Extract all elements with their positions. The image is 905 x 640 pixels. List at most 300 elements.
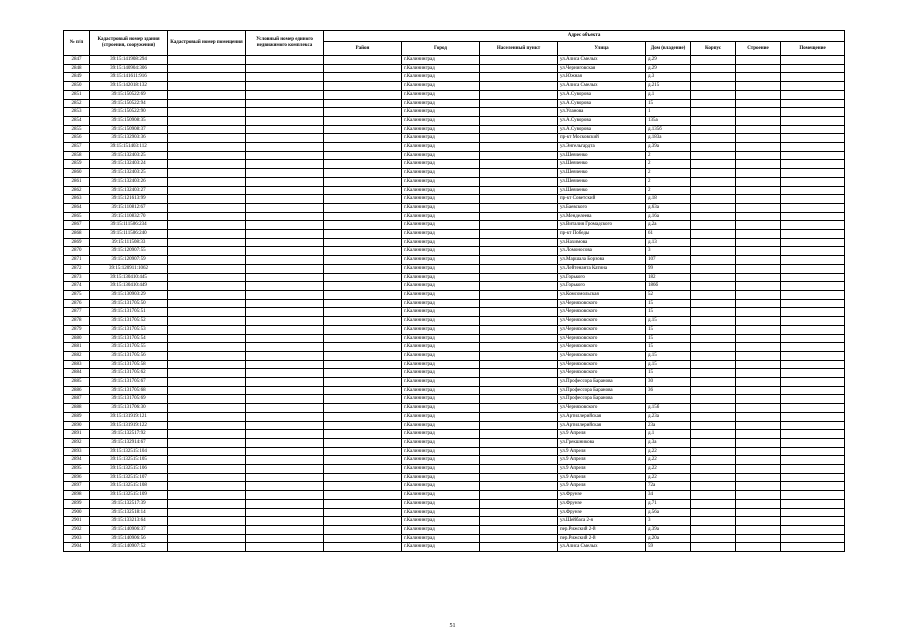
header-num: № п/п — [64, 31, 90, 56]
table-cell — [736, 230, 781, 239]
table-cell: 36 — [646, 386, 691, 395]
table-cell — [168, 421, 246, 430]
table-cell — [691, 134, 736, 143]
table-cell — [480, 143, 558, 152]
table-body — [64, 56, 845, 552]
table-cell: д.3 — [646, 73, 691, 82]
table-cell: 39:15:132515:106 — [90, 465, 168, 474]
table-cell — [781, 438, 845, 447]
table-cell: г.Калининград — [402, 508, 480, 517]
table-cell — [168, 151, 246, 160]
table-cell: 2877 — [64, 308, 90, 317]
table-cell — [781, 491, 845, 500]
table-cell — [168, 186, 246, 195]
table-cell: ул.Горького — [558, 273, 646, 282]
table-cell: г.Калининград — [402, 430, 480, 439]
table-cell: 2889 — [64, 412, 90, 421]
table-cell: 39:15:131706:30 — [90, 404, 168, 413]
table-cell — [736, 508, 781, 517]
table-cell — [781, 238, 845, 247]
table-row — [64, 264, 845, 273]
table-row — [64, 56, 845, 65]
table-cell — [736, 317, 781, 326]
table-cell — [480, 525, 558, 534]
table-cell: 2858 — [64, 151, 90, 160]
table-cell: 39:15:140906:37 — [90, 525, 168, 534]
table-cell: 15 — [646, 308, 691, 317]
table-cell: 39:15:140904:306 — [90, 64, 168, 73]
table-cell — [246, 473, 324, 482]
table-cell — [324, 64, 402, 73]
page-number: 51 — [449, 623, 456, 629]
table-row — [64, 351, 845, 360]
table-row — [64, 482, 845, 491]
table-cell: 39:15:132515:108 — [90, 482, 168, 491]
table-cell: г.Калининград — [402, 421, 480, 430]
table-cell — [324, 447, 402, 456]
table-cell — [246, 64, 324, 73]
table-cell — [246, 317, 324, 326]
table-cell — [480, 534, 558, 543]
table-cell — [691, 369, 736, 378]
table-cell — [168, 73, 246, 82]
table-cell — [736, 195, 781, 204]
table-cell: 59 — [646, 543, 691, 552]
table-cell — [781, 273, 845, 282]
table-cell — [781, 143, 845, 152]
table-cell — [781, 282, 845, 291]
table-cell — [781, 56, 845, 65]
table-cell: ул.Менделеева — [558, 212, 646, 221]
table-cell — [480, 221, 558, 230]
table-row — [64, 412, 845, 421]
table-cell — [480, 517, 558, 526]
table-cell: 2875 — [64, 290, 90, 299]
table-row — [64, 177, 845, 186]
table-cell — [168, 99, 246, 108]
table-cell: г.Калининград — [402, 64, 480, 73]
table-cell — [736, 473, 781, 482]
table-cell — [691, 351, 736, 360]
table-cell — [480, 308, 558, 317]
table-cell — [246, 351, 324, 360]
table-cell — [691, 82, 736, 91]
table-cell: г.Калининград — [402, 351, 480, 360]
table-cell — [168, 395, 246, 404]
table-cell — [324, 247, 402, 256]
table-cell — [781, 360, 845, 369]
table-row — [64, 256, 845, 265]
table-cell — [736, 151, 781, 160]
table-cell — [781, 456, 845, 465]
table-cell: г.Калининград — [402, 543, 480, 552]
table-cell — [781, 134, 845, 143]
table-row — [64, 508, 845, 517]
table-cell — [324, 491, 402, 500]
table-cell — [324, 543, 402, 552]
table-cell — [324, 169, 402, 178]
table-cell — [781, 160, 845, 169]
table-cell — [324, 508, 402, 517]
table-cell: 2859 — [64, 160, 90, 169]
table-cell — [781, 482, 845, 491]
table-cell — [691, 264, 736, 273]
table-cell: г.Калининград — [402, 247, 480, 256]
table-cell — [324, 317, 402, 326]
table-cell — [246, 282, 324, 291]
table-cell — [781, 230, 845, 239]
table-cell: 15 — [646, 99, 691, 108]
table-cell: 39:15:132515:104 — [90, 447, 168, 456]
table-cell — [781, 404, 845, 413]
table-cell — [246, 203, 324, 212]
table-cell: ул.Черняховского — [558, 308, 646, 317]
table-cell — [691, 203, 736, 212]
table-cell — [736, 299, 781, 308]
table-cell: д.15б — [646, 404, 691, 413]
table-cell — [736, 343, 781, 352]
table-cell — [691, 360, 736, 369]
table-cell — [246, 308, 324, 317]
table-cell — [781, 334, 845, 343]
table-cell — [480, 134, 558, 143]
table-cell: 2898 — [64, 491, 90, 500]
table-cell: 2886 — [64, 386, 90, 395]
table-cell: 39:15:150522:69 — [90, 90, 168, 99]
table-cell — [781, 508, 845, 517]
table-cell — [480, 116, 558, 125]
table-cell — [691, 125, 736, 134]
table-cell — [168, 143, 246, 152]
table-row — [64, 82, 845, 91]
table-cell — [246, 456, 324, 465]
table-cell — [736, 386, 781, 395]
table-cell — [781, 421, 845, 430]
table-cell: д.3а — [646, 438, 691, 447]
table-cell — [324, 343, 402, 352]
table-cell: д.22 — [646, 473, 691, 482]
table-cell — [168, 64, 246, 73]
table-cell — [246, 134, 324, 143]
table-cell — [168, 430, 246, 439]
table-cell: 39:15:130410:449 — [90, 282, 168, 291]
table-cell — [781, 203, 845, 212]
table-cell — [246, 256, 324, 265]
table-cell — [736, 491, 781, 500]
table-cell — [691, 256, 736, 265]
table-row — [64, 378, 845, 387]
header-city: Город — [402, 42, 480, 56]
table-row — [64, 491, 845, 500]
table-cell — [691, 525, 736, 534]
table-cell — [691, 282, 736, 291]
table-cell: ул.Алиса Смелых — [558, 82, 646, 91]
table-cell: ул.Комсомольская — [558, 290, 646, 299]
table-cell — [736, 325, 781, 334]
table-row — [64, 160, 845, 169]
table-cell — [736, 169, 781, 178]
table-cell: г.Калининград — [402, 499, 480, 508]
table-cell — [691, 473, 736, 482]
table-cell: г.Калининград — [402, 177, 480, 186]
table-cell: д.29 — [646, 56, 691, 65]
table-cell — [480, 491, 558, 500]
table-cell: 107 — [646, 256, 691, 265]
table-cell: г.Калининград — [402, 369, 480, 378]
table-cell: 135а — [646, 116, 691, 125]
table-row — [64, 290, 845, 299]
table-cell — [480, 256, 558, 265]
table-cell — [781, 64, 845, 73]
table-cell — [168, 360, 246, 369]
table-cell — [168, 169, 246, 178]
table-row — [64, 273, 845, 282]
table-cell: 2904 — [64, 543, 90, 552]
table-cell — [736, 273, 781, 282]
table-cell — [691, 221, 736, 230]
table-row — [64, 151, 845, 160]
table-cell — [324, 273, 402, 282]
table-cell: 2 — [646, 160, 691, 169]
table-cell: ул.Черняховского — [558, 325, 646, 334]
table-cell: 2855 — [64, 125, 90, 134]
table-cell — [246, 534, 324, 543]
table-cell — [691, 447, 736, 456]
table-cell: ул.Артиллерийская — [558, 412, 646, 421]
table-cell: г.Калининград — [402, 378, 480, 387]
table-cell — [246, 299, 324, 308]
table-cell — [324, 334, 402, 343]
table-cell — [324, 456, 402, 465]
table-cell — [324, 230, 402, 239]
table-cell — [781, 308, 845, 317]
table-cell — [246, 482, 324, 491]
table-cell: 39:15:150908:37 — [90, 125, 168, 134]
table-cell: 2894 — [64, 456, 90, 465]
table-cell: 39:15:132403:25 — [90, 151, 168, 160]
property-registry-table — [63, 30, 845, 552]
table-cell — [691, 421, 736, 430]
table-cell: д.22 — [646, 456, 691, 465]
table-cell: 39:15:132914:67 — [90, 438, 168, 447]
table-cell: 2901 — [64, 517, 90, 526]
table-cell — [781, 108, 845, 117]
table-cell: д.135б — [646, 125, 691, 134]
table-cell: 39:15:131705:67 — [90, 378, 168, 387]
table-cell — [168, 412, 246, 421]
table-cell — [324, 525, 402, 534]
table-cell — [691, 491, 736, 500]
table-cell: г.Калининград — [402, 282, 480, 291]
table-cell — [246, 325, 324, 334]
table-cell — [168, 282, 246, 291]
table-cell: ул.9 Апреля — [558, 465, 646, 474]
table-cell — [736, 525, 781, 534]
table-row — [64, 134, 845, 143]
table-cell — [246, 543, 324, 552]
table-cell: ул.9 Апреля — [558, 456, 646, 465]
table-cell: 15 — [646, 325, 691, 334]
table-cell — [168, 465, 246, 474]
table-cell — [168, 447, 246, 456]
table-cell — [691, 438, 736, 447]
table-cell: г.Калининград — [402, 404, 480, 413]
table-cell — [691, 116, 736, 125]
table-cell — [480, 482, 558, 491]
table-cell: д.39а — [646, 143, 691, 152]
table-cell — [168, 247, 246, 256]
table-cell: г.Калининград — [402, 230, 480, 239]
table-cell — [168, 369, 246, 378]
table-cell — [736, 160, 781, 169]
table-row — [64, 343, 845, 352]
table-cell: 39:15:120907:55 — [90, 247, 168, 256]
table-cell — [480, 90, 558, 99]
table-cell: 2873 — [64, 273, 90, 282]
table-cell: пр-кт Советский — [558, 195, 646, 204]
table-cell: г.Калининград — [402, 534, 480, 543]
table-cell — [480, 160, 558, 169]
table-cell — [324, 465, 402, 474]
table-cell — [736, 56, 781, 65]
table-cell: 2882 — [64, 351, 90, 360]
table-cell: 2867 — [64, 221, 90, 230]
table-cell — [480, 195, 558, 204]
table-cell — [246, 378, 324, 387]
table-cell — [736, 256, 781, 265]
table-cell: г.Калининград — [402, 56, 480, 65]
table-cell — [781, 525, 845, 534]
table-cell: ул.А.Суворова — [558, 90, 646, 99]
table-cell: 182 — [646, 273, 691, 282]
table-cell: д.2а — [646, 221, 691, 230]
table-cell: 2881 — [64, 343, 90, 352]
table-row — [64, 395, 845, 404]
table-cell — [324, 534, 402, 543]
table-cell — [480, 169, 558, 178]
table-cell: 2899 — [64, 499, 90, 508]
table-cell: 2895 — [64, 465, 90, 474]
table-row — [64, 143, 845, 152]
table-cell: г.Калининград — [402, 90, 480, 99]
table-cell: 39:15:150908:35 — [90, 116, 168, 125]
table-cell — [246, 517, 324, 526]
table-cell — [781, 325, 845, 334]
table-cell — [168, 116, 246, 125]
table-cell: 39:15:132515:109 — [90, 491, 168, 500]
table-cell — [691, 99, 736, 108]
table-cell: 2864 — [64, 203, 90, 212]
table-cell: ул.9 Апреля — [558, 482, 646, 491]
table-cell — [781, 195, 845, 204]
table-cell — [246, 195, 324, 204]
table-cell — [691, 412, 736, 421]
table-cell: 2 — [646, 186, 691, 195]
table-cell: г.Калининград — [402, 73, 480, 82]
table-cell: г.Калининград — [402, 99, 480, 108]
table-cell — [324, 125, 402, 134]
table-cell — [324, 351, 402, 360]
table-cell — [736, 90, 781, 99]
table-cell — [691, 378, 736, 387]
table-cell: ул.Черниговская — [558, 64, 646, 73]
table-cell — [246, 160, 324, 169]
table-cell: ул.Шейбаса 2-я — [558, 517, 646, 526]
table-cell: 2 — [646, 177, 691, 186]
table-cell: 2 — [646, 169, 691, 178]
table-cell — [781, 177, 845, 186]
table-cell: 39:15:132403:26 — [90, 177, 168, 186]
table-cell: д.56а — [646, 508, 691, 517]
table-cell — [324, 177, 402, 186]
table-cell — [168, 125, 246, 134]
table-cell: д.215 — [646, 82, 691, 91]
table-cell — [324, 421, 402, 430]
header-settlement: Населенный пункт — [480, 42, 558, 56]
table-cell — [324, 430, 402, 439]
table-cell — [324, 56, 402, 65]
table-cell: г.Калининград — [402, 517, 480, 526]
table-cell: 1 — [646, 108, 691, 117]
table-row — [64, 465, 845, 474]
table-cell — [480, 99, 558, 108]
table-cell — [480, 82, 558, 91]
table-cell: ул.Фрунзе — [558, 508, 646, 517]
table-cell: д.39а — [646, 525, 691, 534]
table-cell — [736, 290, 781, 299]
table-cell: 15 — [646, 299, 691, 308]
table-cell — [736, 447, 781, 456]
table-cell — [168, 525, 246, 534]
table-cell: 39:15:151403:112 — [90, 143, 168, 152]
table-cell — [168, 499, 246, 508]
table-cell: г.Калининград — [402, 456, 480, 465]
table-cell — [168, 299, 246, 308]
table-cell — [736, 247, 781, 256]
table-cell: 2852 — [64, 99, 90, 108]
table-cell — [168, 230, 246, 239]
table-cell — [480, 351, 558, 360]
table-cell — [781, 351, 845, 360]
table-cell: 39:15:131705:51 — [90, 308, 168, 317]
table-cell — [480, 317, 558, 326]
table-cell: г.Калининград — [402, 143, 480, 152]
table-cell — [246, 491, 324, 500]
table-cell: ул.Нахимова — [558, 238, 646, 247]
table-row — [64, 90, 845, 99]
table-cell — [480, 447, 558, 456]
table-cell — [168, 386, 246, 395]
table-cell — [480, 343, 558, 352]
table-cell: 2874 — [64, 282, 90, 291]
table-cell: 186б — [646, 282, 691, 291]
table-cell: 2903 — [64, 534, 90, 543]
table-cell — [324, 482, 402, 491]
table-cell: 15 — [646, 334, 691, 343]
table-cell: ул.Черняховского — [558, 404, 646, 413]
table-cell: ул.Виталия Громадского — [558, 221, 646, 230]
table-cell: 2853 — [64, 108, 90, 117]
table-cell — [480, 299, 558, 308]
table-cell — [168, 108, 246, 117]
table-cell — [691, 186, 736, 195]
table-cell — [324, 221, 402, 230]
table-cell — [324, 256, 402, 265]
table-cell — [781, 256, 845, 265]
table-cell — [480, 64, 558, 73]
table-cell: г.Калининград — [402, 256, 480, 265]
table-cell — [480, 360, 558, 369]
